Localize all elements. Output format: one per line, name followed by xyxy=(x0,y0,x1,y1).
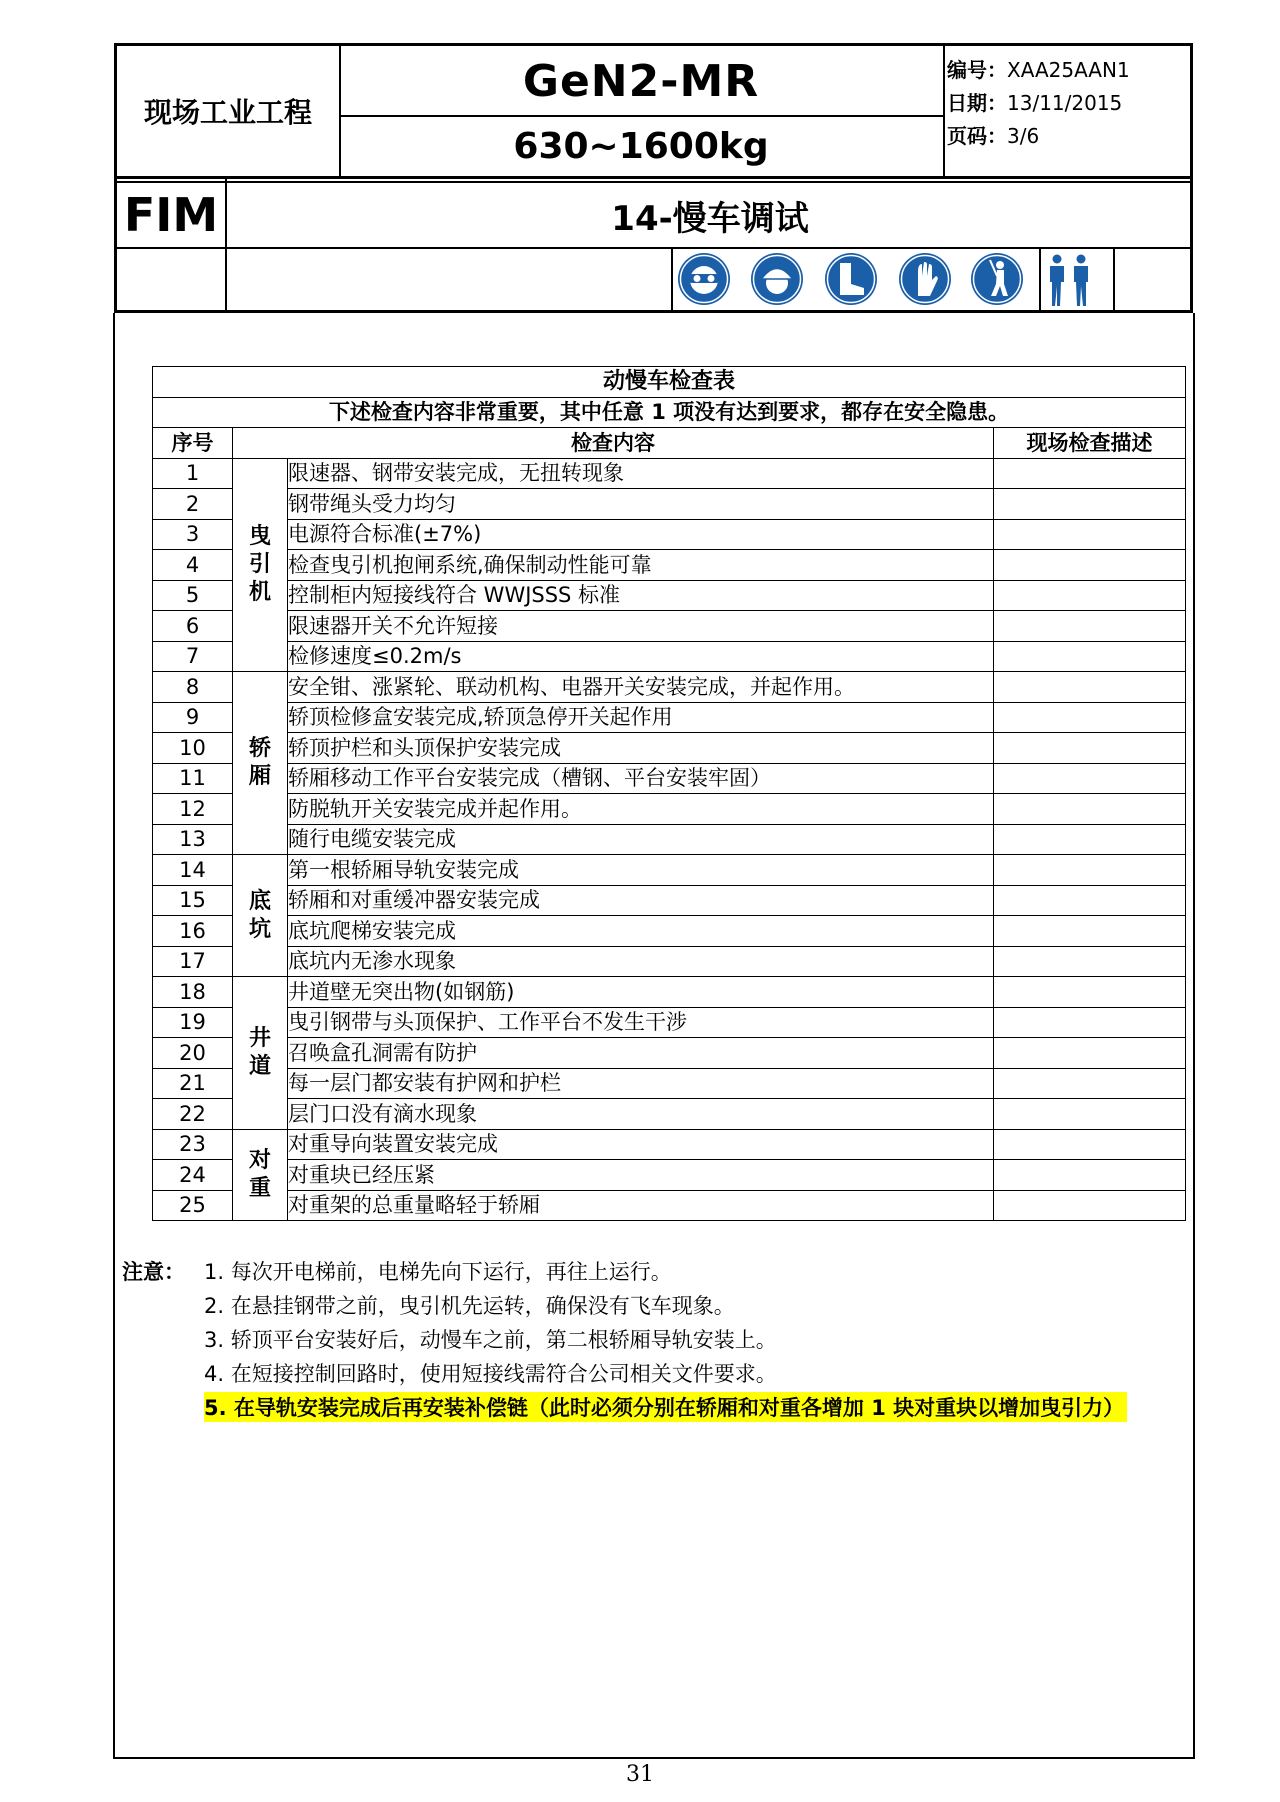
item-number: 5 xyxy=(153,580,233,611)
group-label: 底 坑 xyxy=(233,855,288,977)
divider xyxy=(943,46,945,176)
check-item-text: 井道壁无突出物(如钢筋) xyxy=(288,977,994,1008)
fim-label: FIM xyxy=(123,188,219,242)
table-row xyxy=(153,824,1186,855)
field-remark-cell[interactable] xyxy=(994,1099,1186,1130)
check-item-text: 对重架的总重量略轻于轿厢 xyxy=(288,1190,994,1221)
group-label: 轿 厢 xyxy=(233,672,288,855)
check-item-text: 对重导向装置安装完成 xyxy=(288,1129,994,1160)
note-item: 5. 在导轨安装完成后再安装补偿链（此时必须分别在轿厢和对重各增加 1 块对重块以增加曳引力） xyxy=(204,1392,1127,1422)
table-row xyxy=(153,733,1186,764)
field-remark-cell[interactable] xyxy=(994,763,1186,794)
field-remark-cell[interactable] xyxy=(994,519,1186,550)
item-number: 23 xyxy=(153,1129,233,1160)
item-number: 17 xyxy=(153,946,233,977)
item-number: 22 xyxy=(153,1099,233,1130)
check-item-text: 轿顶检修盒安装完成,轿顶急停开关起作用 xyxy=(288,702,994,733)
divider xyxy=(339,46,341,176)
column-header-no: 序号 xyxy=(153,428,233,459)
hard-hat-icon xyxy=(750,252,804,306)
check-item-text: 检查曳引机抱闸系统,确保制动性能可靠 xyxy=(288,550,994,581)
two-workers-icon xyxy=(1040,252,1098,306)
group-label: 曳 引 机 xyxy=(233,458,288,672)
item-number: 9 xyxy=(153,702,233,733)
item-number: 16 xyxy=(153,916,233,947)
note-item: 3. 轿顶平台安装好后，动慢车之前，第二根轿厢导轨安装上。 xyxy=(204,1328,777,1352)
divider xyxy=(117,181,1190,183)
check-item-text: 轿顶护栏和头顶保护安装完成 xyxy=(288,733,994,764)
safety-harness-icon xyxy=(970,252,1024,306)
date-label: 日期： xyxy=(947,91,1007,115)
table-row xyxy=(153,1160,1186,1191)
item-number: 15 xyxy=(153,885,233,916)
check-item-text: 安全钳、涨紧轮、联动机构、电器开关安装完成，并起作用。 xyxy=(288,672,994,703)
field-remark-cell[interactable] xyxy=(994,824,1186,855)
item-number: 18 xyxy=(153,977,233,1008)
checklist-table xyxy=(152,366,1186,1221)
field-remark-cell[interactable] xyxy=(994,946,1186,977)
check-item-text: 限速器开关不允许短接 xyxy=(288,611,994,642)
safety-boots-icon xyxy=(824,252,878,306)
field-remark-cell[interactable] xyxy=(994,1038,1186,1069)
field-remark-cell[interactable] xyxy=(994,977,1186,1008)
doc-number: XAA25AAN1 xyxy=(1007,58,1130,82)
check-item-text: 轿厢和对重缓冲器安装完成 xyxy=(288,885,994,916)
check-item-text: 召唤盒孔洞需有防护 xyxy=(288,1038,994,1069)
check-item-text: 对重块已经压紧 xyxy=(288,1160,994,1191)
field-remark-cell[interactable] xyxy=(994,702,1186,733)
group-label: 井 道 xyxy=(233,977,288,1130)
checklist-title: 动慢车检查表 xyxy=(153,367,1186,398)
field-remark-cell[interactable] xyxy=(994,550,1186,581)
date-row xyxy=(947,87,1187,120)
check-item-text: 层门口没有滴水现象 xyxy=(288,1099,994,1130)
item-number: 13 xyxy=(153,824,233,855)
table-row xyxy=(153,489,1186,520)
item-number: 25 xyxy=(153,1190,233,1221)
divider xyxy=(339,115,943,117)
item-number: 8 xyxy=(153,672,233,703)
section-title: 14-慢车调试 xyxy=(611,198,809,239)
table-row xyxy=(153,641,1186,672)
table-row xyxy=(153,550,1186,581)
page-row xyxy=(947,120,1187,153)
check-item-text: 钢带绳头受力均匀 xyxy=(288,489,994,520)
table-row xyxy=(153,763,1186,794)
item-number: 7 xyxy=(153,641,233,672)
item-number: 20 xyxy=(153,1038,233,1069)
item-number: 24 xyxy=(153,1160,233,1191)
check-item-text: 每一层门都安装有护网和护栏 xyxy=(288,1068,994,1099)
item-number: 3 xyxy=(153,519,233,550)
field-remark-cell[interactable] xyxy=(994,672,1186,703)
checklist-warning: 下述检查内容非常重要，其中任意 1 项没有达到要求，都存在安全隐患。 xyxy=(153,397,1186,428)
table-row xyxy=(153,946,1186,977)
ppe-icon-row xyxy=(672,246,1227,306)
note-item: 1. 每次开电梯前，电梯先向下运行，再往上运行。 xyxy=(204,1260,672,1284)
column-header-remark: 现场检查描述 xyxy=(994,428,1186,459)
check-item-text: 控制柜内短接线符合 WWJSSS 标准 xyxy=(288,580,994,611)
item-number: 19 xyxy=(153,1007,233,1038)
field-remark-cell[interactable] xyxy=(994,489,1186,520)
item-number: 14 xyxy=(153,855,233,886)
check-item-text: 限速器、钢带安装完成，无扭转现象 xyxy=(288,458,994,489)
checklist-warning-row xyxy=(153,397,1186,428)
field-remark-cell[interactable] xyxy=(994,794,1186,825)
group-label: 对 重 xyxy=(233,1129,288,1221)
table-row xyxy=(153,672,1186,703)
note-item: 4. 在短接控制回路时，使用短接线需符合公司相关文件要求。 xyxy=(204,1362,777,1386)
field-remark-cell[interactable] xyxy=(994,733,1186,764)
item-number: 12 xyxy=(153,794,233,825)
check-item-text: 第一根轿厢导轨安装完成 xyxy=(288,855,994,886)
field-remark-cell[interactable] xyxy=(994,885,1186,916)
field-remark-cell[interactable] xyxy=(994,1190,1186,1221)
item-number: 11 xyxy=(153,763,233,794)
item-number: 4 xyxy=(153,550,233,581)
field-remark-cell[interactable] xyxy=(994,916,1186,947)
page-label: 页码： xyxy=(947,124,1007,148)
field-remark-cell[interactable] xyxy=(994,458,1186,489)
table-row xyxy=(153,855,1186,886)
doc-date: 13/11/2015 xyxy=(1007,91,1123,115)
notes-label: 注意： xyxy=(122,1260,185,1284)
doc-number-row xyxy=(947,54,1187,87)
document-meta xyxy=(947,54,1187,174)
field-remark-cell[interactable] xyxy=(994,1007,1186,1038)
table-row xyxy=(153,580,1186,611)
check-item-text: 随行电缆安装完成 xyxy=(288,824,994,855)
field-remark-cell[interactable] xyxy=(994,1129,1186,1160)
field-remark-cell[interactable] xyxy=(994,580,1186,611)
table-row xyxy=(153,977,1186,1008)
divider xyxy=(225,179,227,310)
field-remark-cell[interactable] xyxy=(994,611,1186,642)
company-name: 现场工业工程 xyxy=(143,96,312,129)
check-item-text: 检修速度≤0.2m/s xyxy=(288,641,994,672)
doc-number-label: 编号： xyxy=(947,58,1007,82)
item-number: 10 xyxy=(153,733,233,764)
table-row xyxy=(153,1007,1186,1038)
check-item-text: 轿厢移动工作平台安装完成（槽钢、平台安装牢固） xyxy=(288,763,994,794)
table-row xyxy=(153,1038,1186,1069)
model-title: GeN2-MR xyxy=(522,55,760,107)
field-remark-cell[interactable] xyxy=(994,1068,1186,1099)
check-item-text: 底坑爬梯安装完成 xyxy=(288,916,994,947)
table-row xyxy=(153,1129,1186,1160)
item-number: 21 xyxy=(153,1068,233,1099)
check-item-text: 曳引钢带与头顶保护、工作平台不发生干涉 xyxy=(288,1007,994,1038)
checklist-title-row xyxy=(153,367,1186,398)
column-header-content: 检查内容 xyxy=(233,428,994,459)
table-row xyxy=(153,1099,1186,1130)
table-row xyxy=(153,916,1186,947)
item-number: 1 xyxy=(153,458,233,489)
note-item: 2. 在悬挂钢带之前，曳引机先运转，确保没有飞车现象。 xyxy=(204,1294,735,1318)
table-row xyxy=(153,1190,1186,1221)
gloves-icon xyxy=(898,252,952,306)
table-row xyxy=(153,458,1186,489)
divider xyxy=(117,176,1190,179)
page-index: 3/6 xyxy=(1007,124,1040,148)
table-row xyxy=(153,885,1186,916)
check-item-text: 电源符合标准(±7%) xyxy=(288,519,994,550)
field-remark-cell[interactable] xyxy=(994,641,1186,672)
checklist-header-row xyxy=(153,428,1186,459)
page-number: 31 xyxy=(626,1762,654,1787)
field-remark-cell[interactable] xyxy=(994,855,1186,886)
table-row xyxy=(153,794,1186,825)
check-item-text: 防脱轨开关安装完成并起作用。 xyxy=(288,794,994,825)
table-row xyxy=(153,519,1186,550)
table-row xyxy=(153,611,1186,642)
check-item-text: 底坑内无渗水现象 xyxy=(288,946,994,977)
table-row xyxy=(153,702,1186,733)
item-number: 6 xyxy=(153,611,233,642)
field-remark-cell[interactable] xyxy=(994,1160,1186,1191)
safety-goggles-icon xyxy=(677,252,731,306)
table-row xyxy=(153,1068,1186,1099)
item-number: 2 xyxy=(153,489,233,520)
capacity-title: 630~1600kg xyxy=(513,125,769,167)
